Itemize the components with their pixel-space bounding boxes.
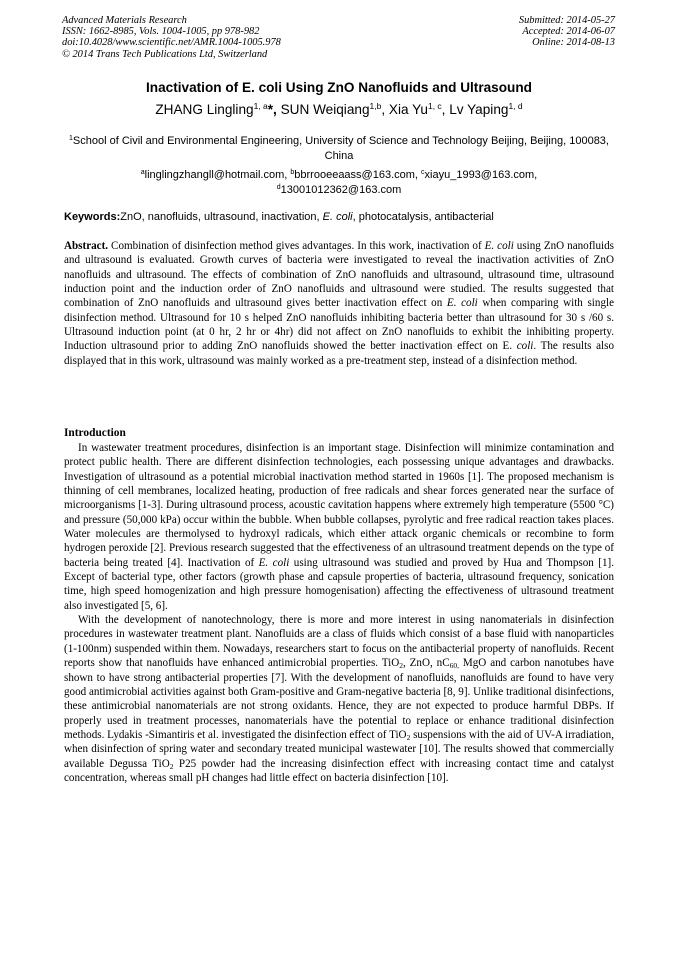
abstract-text: Combination of disinfection method gives advantages. In this work, inactivation of <box>108 240 485 252</box>
abstract-label: Abstract. <box>64 240 109 252</box>
abstract-text: when comparing with single disinfection method. Ultrasound for 10 s helped ZnO nanofluids inhibiting bacteria better than ultrasound for 30 s /60 s. Ultrasound induction point (at 0 hr, 2 hr or 4hr) did not affect on ZnO nanofluids to exhibit the inhibiting property. Induction ultrasound prior to adding ZnO nanofluids showed the better inactivation effect on E. <box>64 297 614 353</box>
email-separator: , <box>284 169 291 181</box>
journal-name: Advanced Materials Research <box>62 15 187 26</box>
abstract-italic: E. coli <box>484 240 514 252</box>
email-link[interactable]: xiayu_1993@163.com <box>424 169 535 181</box>
abstract-italic: E. coli <box>446 297 478 310</box>
dates-header <box>519 15 615 49</box>
doi-line: doi:10.4028/www.scientific.net/AMR.1004-1005.978 <box>62 37 281 49</box>
paper-title: Inactivation of E. coli Using ZnO Nanofluids and Ultrasound <box>146 80 532 95</box>
email-link[interactable]: linglingzhangll@hotmail.com <box>144 169 285 181</box>
introduction-body <box>64 441 614 785</box>
submitted-date: Submitted: 2014-05-27 <box>518 15 615 26</box>
affiliation <box>66 134 612 163</box>
paragraph-text: suspensions with the aid of UV-A irradiation, when disinfection of spring water and secondary treated municipal wastewater [10]. The results showed that commercially available Degussa TiO <box>64 728 615 770</box>
email-mark: a <box>140 169 145 176</box>
email-separator: , <box>534 169 538 181</box>
paragraph-italic: E. coli <box>258 556 290 569</box>
email-mark: c <box>421 169 425 176</box>
subscript: 2 <box>169 761 174 771</box>
email-mark: b <box>290 169 295 176</box>
abstract <box>64 239 614 368</box>
journal-header <box>62 15 281 60</box>
subscript: 60, <box>449 661 459 671</box>
author-name: Xia Yu <box>388 102 428 117</box>
email-link[interactable]: bbrrooeeaass@163.com <box>294 169 415 181</box>
intro-paragraph-2 <box>64 613 614 785</box>
paragraph-text: using ultrasound was studied and proved by Hua and Thompson [1]. Except of bacterial type, other factors (growth phase and capsule properties of bacteria, ultrasound frequency, sonication time, high speed homogenization and high pressure homogenisation) affecting the effectiveness of ultrasound treatment also investigated [5, 6]. <box>64 556 614 612</box>
email-mark: d <box>276 183 281 191</box>
intro-paragraph-1 <box>64 441 614 613</box>
author-separator: , <box>273 102 281 117</box>
keywords-label: Keywords: <box>64 211 121 223</box>
keywords-italic: E. coli <box>322 211 353 223</box>
affiliation-mark: 1 <box>69 135 73 142</box>
author-separator: , <box>381 102 389 117</box>
abstract-italic: coli <box>516 340 534 353</box>
author-emails <box>66 168 612 197</box>
accepted-date: Accepted: 2014-06-07 <box>522 26 615 38</box>
issn-line: ISSN: 1662-8985, Vols. 1004-1005, pp 978-982 <box>62 26 260 38</box>
abstract-text: using ZnO nanofluids and ultrasound is evaluated. Growth curves of bacteria were investigated to reveal the inactivation activities of ZnO nanofluids and ultrasound. The effects of combination of ZnO nanofluids and ultrasound, ultrasound time, ultrasound induction point and the induction order of ZnO nanofluids and ultrasound were studied. The results suggested that combination of ZnO nanofluids and ultrasound gives better inactivation effect on <box>64 240 614 310</box>
paragraph-text: MgO and carbon nanotubes have shown to have strong antibacterial properties [7]. With the development of nanofluids, nanofluids are found to have very good antimicrobial activities against both Gram-positive and Gram-negative bacteria [8, 9]. Unlike traditional disinfections, these antimicrobial nanomaterials are not strong oxidants. Hence, they are not expected to produce harmful DBPs. If properly used in treatment processes, nanomaterials have the potential to replace or enhance traditional disinfection methods. Lydakis -Simantiris et al. investigated the disinfection effect of TiO <box>64 657 614 741</box>
corresponding-author-mark: * <box>267 102 274 117</box>
subscript: 2 <box>406 732 411 742</box>
author-list <box>0 102 678 117</box>
copyright-line: © 2014 Trans Tech Publications Ltd, Switzerland <box>62 48 268 60</box>
section-heading-introduction: Introduction <box>64 427 126 439</box>
author-name: SUN Weiqiang <box>280 102 370 117</box>
affiliation-text: School of Civil and Environmental Engineering, University of Science and Technology Beijing, Beijing, 100083, China <box>72 135 609 162</box>
email-link[interactable]: 13001012362@163.com <box>280 183 402 196</box>
author-affiliation-mark: 1,b <box>369 101 382 111</box>
author-name: ZHANG Lingling <box>155 102 254 117</box>
abstract-text: . The results also displayed that in this work, ultrasound was mainly worked as a pre-treatment step, instead of a disinfection method. <box>64 340 614 367</box>
author-affiliation-mark: 1, c <box>427 101 442 111</box>
author-name: Lv Yaping <box>449 102 509 117</box>
paragraph-text: With the development of nanotechnology, there is more and more interest in using nanomaterials in disinfection procedures in wastewater treatment plant. Nanofluids are a class of fluids which consist of a base fluid with nanoparticles (1-100nm) suspended within them. Nowadays, researchers start to focus on the antibacterial property of nanofluids. Recent reports show that nanofluids have enhanced antimicrobial properties. TiO <box>64 614 614 670</box>
author-affiliation-mark: 1, d <box>508 101 523 111</box>
subscript: 2 <box>399 661 403 671</box>
keywords-text: ZnO, nanofluids, ultrasound, inactivation, <box>120 211 323 223</box>
online-date: Online: 2014-08-13 <box>532 37 615 49</box>
keywords-line <box>64 211 614 223</box>
paragraph-text: P25 powder had the increasing disinfection effect with increasing contact time and catalyst concentration, whereas small pH changes had little effect on bacteria disinfection [10]. <box>64 757 615 784</box>
author-separator: , <box>441 102 450 117</box>
author-affiliation-mark: 1, a <box>253 101 268 111</box>
paragraph-text: In wastewater treatment procedures, disinfection is an important stage. Disinfection will minimize contamination and protect public health. There are different disinfection technologies, each possessing unique advantages and drawbacks. Investigation of ultrasound as a potential microbial inactivation method started in 1960s [1]. The proposed mechanism is thinning of cell membranes, localized heating, production of free radicals and shear forces generated near the surface of microorganisms [1-3]. During ultrasound process, acoustic cavitation happens where extremely high temperature (5500 °C) and pressure (50,000 kPa) occur within the bubble. When bubble collapses, pyrolytic and free radical reaction takes places. Water molecules are thermolysed to hydroxyl radicals, which either attack organic chemicals or recombine to form hydrogen peroxide [2]. Previous research suggested that the effectiveness of an ultrasound treatment depends on the type of bacteria being treated [4]. Inactivation of <box>64 442 614 569</box>
paragraph-text: , ZnO, nC <box>402 657 450 670</box>
keywords-text-end: , photocatalysis, antibacterial <box>352 211 494 223</box>
email-separator: , <box>414 169 422 181</box>
